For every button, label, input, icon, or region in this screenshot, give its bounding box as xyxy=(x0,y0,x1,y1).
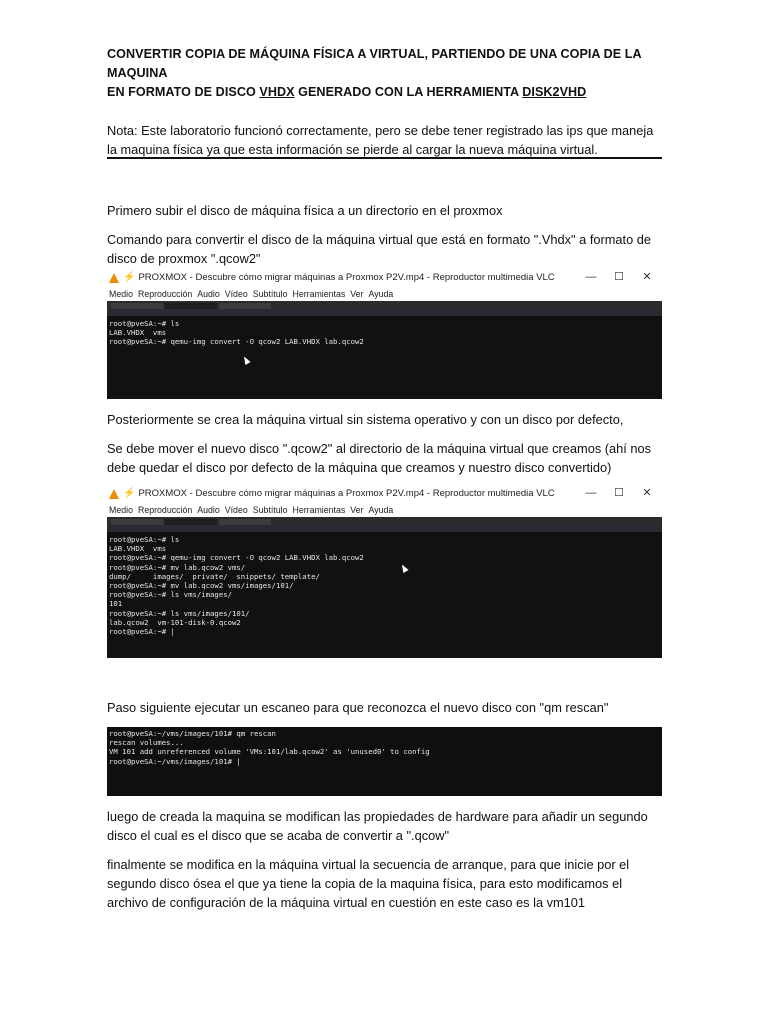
maximize-icon[interactable]: ☐ xyxy=(614,271,624,283)
terminal-tab xyxy=(165,303,217,309)
note-paragraph: Nota: Este laboratorio funcionó correctamente, pero se debe tener registrado las ips que maneja la maquina física ya que esta información se pierde al cargar la nueva máquina virtual. xyxy=(107,123,654,157)
terminal-tabbar xyxy=(107,301,662,309)
document-title xyxy=(107,45,667,102)
step-rescan-paragraph: Paso siguiente ejecutar un escaneo para que reconozca el nuevo disco con "qm rescan" xyxy=(107,700,609,715)
menu-ver[interactable]: Ver xyxy=(350,505,364,515)
note-divider xyxy=(107,157,662,159)
vhdx-link: VHDX xyxy=(259,85,295,99)
bolt-icon: ⚡ xyxy=(123,488,136,499)
vlc-menubar xyxy=(107,287,662,301)
vlc-screenshot-1 xyxy=(107,268,662,399)
terminal-tab xyxy=(165,519,217,525)
menu-medio[interactable]: Medio xyxy=(109,505,133,515)
terminal-notice-bar xyxy=(107,309,662,316)
title-line-1: CONVERTIR COPIA DE MÁQUINA FÍSICA A VIRTUAL, PARTIENDO DE UNA COPIA DE LA MAQUINA xyxy=(107,47,642,80)
step-move-disk-paragraph: Se debe mover el nuevo disco ".qcow2" al directorio de la máquina virtual que creamos (ahí nos debe quedar el disco por defecto de la máquina que creamos y nuestro disco convertido) xyxy=(107,441,652,475)
terminal-output-3: root@pveSA:~/vms/images/101# qm rescan rescan volumes... VM 101 add unreferenced volume 'VMs:101/lab.qcow2' as 'unused0' to config root@pveSA:~/vms/images/101# | xyxy=(107,727,662,796)
menu-audio[interactable]: Audio xyxy=(197,505,220,515)
vlc-cone-icon xyxy=(109,273,119,283)
vlc-menubar xyxy=(107,503,662,517)
menu-ayuda[interactable]: Ayuda xyxy=(368,289,394,299)
close-icon[interactable]: ✕ xyxy=(642,487,652,499)
step-convert-paragraph: Comando para convertir el disco de la máquina virtual que está en formato ".Vhdx" a formato de disco de proxmox ".qcow2" xyxy=(107,232,652,266)
step-hardware-paragraph: luego de creada la maquina se modifican las propiedades de hardware para añadir un segundo disco el cual es el disco que se acaba de convertir a ".qcow" xyxy=(107,809,648,843)
vlc-screenshot-2 xyxy=(107,484,662,658)
menu-reproduccion[interactable]: Reproducción xyxy=(137,289,193,299)
menu-ver[interactable]: Ver xyxy=(350,289,364,299)
terminal-output-1: root@pveSA:~# ls LAB.VHDX vms root@pveSA:~# qemu-img convert -O qcow2 LAB.VHDX lab.qcow2 xyxy=(107,316,662,350)
terminal-output-2: root@pveSA:~# ls LAB.VHDX vms root@pveSA:~# qemu-img convert -O qcow2 LAB.VHDX lab.qcow2 root@pveSA:~# mv lab.qcow2 vms/ dump/ images/ private/ snippets/ template/ root@pveSA:~# mv lab.qcow2 vms/images/101/ root@pveSA:~# ls vms/images/ 101 root@pveSA:~# ls vms/images/101/ lab.qcow2 vm-101-disk-0.qcow2 root@pveSA:~# | xyxy=(107,532,662,639)
mouse-cursor-icon xyxy=(241,355,250,365)
menu-ayuda[interactable]: Ayuda xyxy=(368,505,394,515)
menu-video[interactable]: Vídeo xyxy=(224,505,248,515)
menu-medio[interactable]: Medio xyxy=(109,289,133,299)
step-upload-paragraph: Primero subir el disco de máquina física a un directorio en el proxmox xyxy=(107,203,503,218)
maximize-icon[interactable]: ☐ xyxy=(614,487,624,499)
menu-herramientas[interactable]: Herramientas xyxy=(292,505,346,515)
vlc-cone-icon xyxy=(109,489,119,499)
step-create-vm-paragraph: Posteriormente se crea la máquina virtual sin sistema operativo y con un disco por defecto, xyxy=(107,412,624,427)
vlc-window-title: PROXMOX - Descubre cómo migrar máquinas a Proxmox P2V.mp4 - Reproductor multimedia VLC xyxy=(138,488,555,499)
minimize-icon[interactable]: — xyxy=(585,271,597,283)
menu-subtitulo[interactable]: Subtítulo xyxy=(252,289,288,299)
disk2vhd-link: DISK2VHD xyxy=(522,85,587,99)
minimize-icon[interactable]: — xyxy=(585,487,597,499)
terminal-tabbar xyxy=(107,517,662,525)
step-boot-order-paragraph: finalmente se modifica en la máquina virtual la secuencia de arranque, para que inicie por el segundo disco ósea el que ya tiene la copia de la maquina física, para esto modificamos el archivo de configuración de la máquina virtual en cuestión en este caso es la vm101 xyxy=(107,857,630,910)
menu-herramientas[interactable]: Herramientas xyxy=(292,289,346,299)
bolt-icon: ⚡ xyxy=(123,272,136,283)
terminal-tab xyxy=(111,519,163,525)
vlc-window-title: PROXMOX - Descubre cómo migrar máquinas a Proxmox P2V.mp4 - Reproductor multimedia VLC xyxy=(138,272,555,283)
terminal-notice-bar xyxy=(107,525,662,532)
terminal-tab xyxy=(219,519,271,525)
menu-reproduccion[interactable]: Reproducción xyxy=(137,505,193,515)
menu-audio[interactable]: Audio xyxy=(197,289,220,299)
terminal-tab xyxy=(219,303,271,309)
menu-subtitulo[interactable]: Subtítulo xyxy=(252,505,288,515)
title-line-2: EN FORMATO DE DISCO VHDX GENERADO CON LA HERRAMIENTA DISK2VHD xyxy=(107,85,587,99)
menu-video[interactable]: Vídeo xyxy=(224,289,248,299)
close-icon[interactable]: ✕ xyxy=(642,271,652,283)
terminal-tab xyxy=(111,303,163,309)
